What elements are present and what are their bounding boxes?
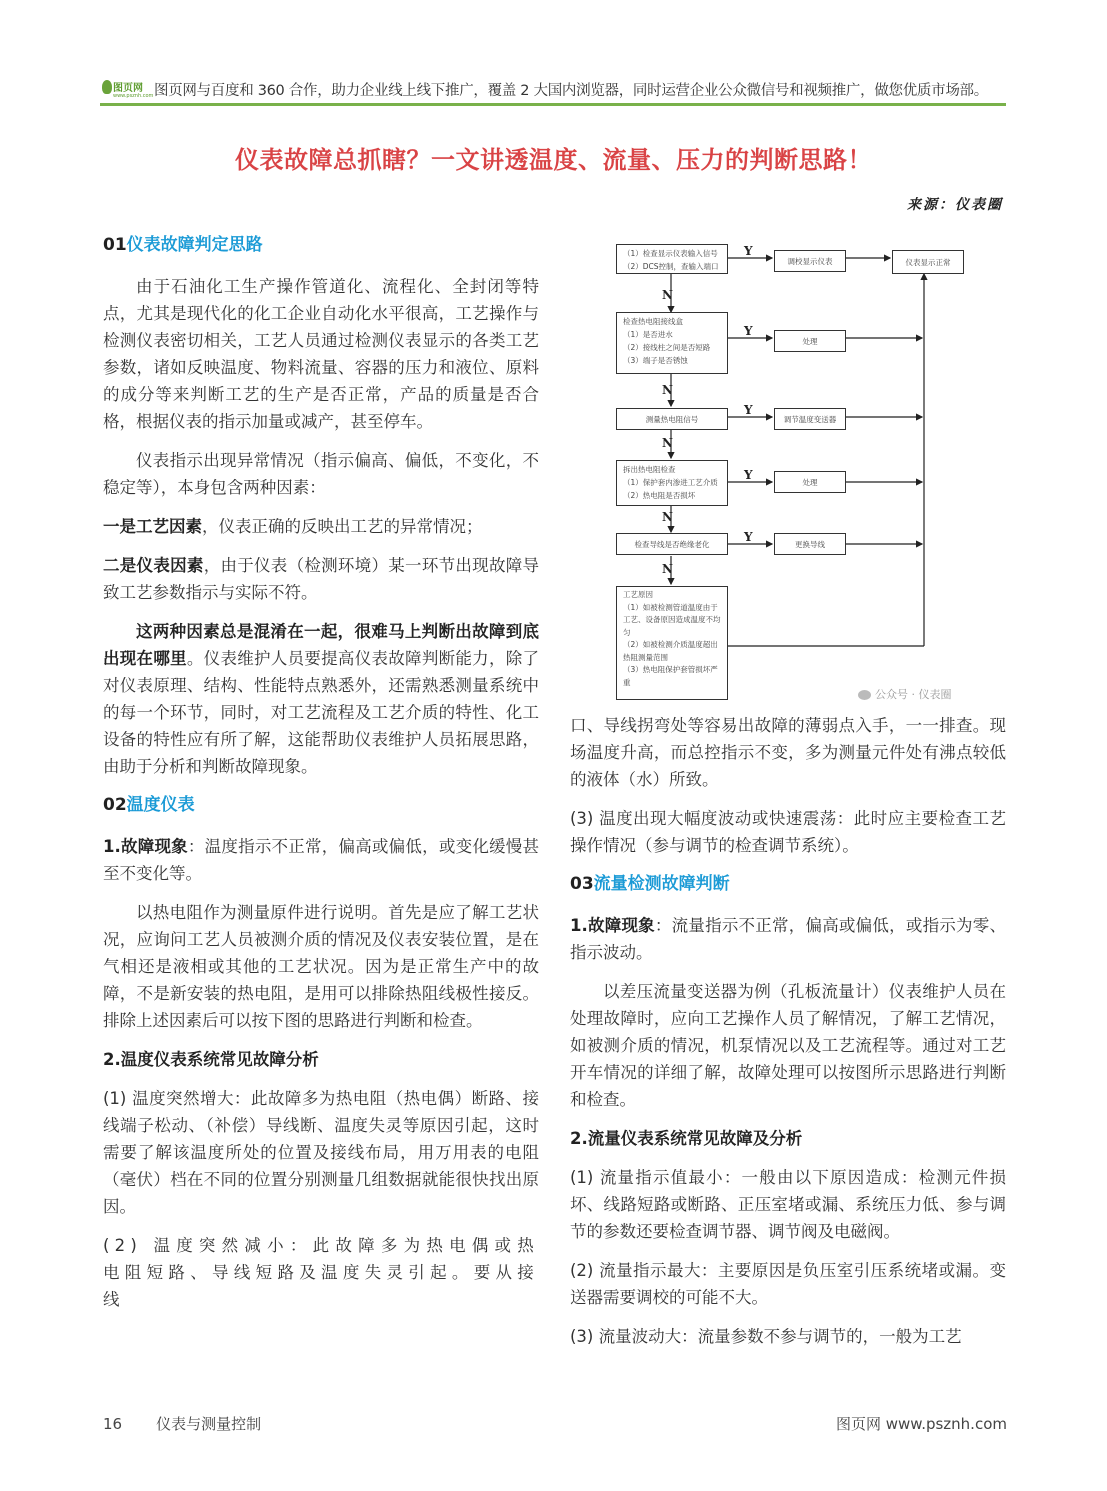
flow-text: 检查热电阻接线盒 xyxy=(623,317,683,326)
right-column xyxy=(570,712,1006,1362)
paragraph xyxy=(103,618,539,780)
flow-yes-label: Y xyxy=(744,530,753,544)
logo-text: 图页网 xyxy=(113,83,143,94)
flow-no-label: N xyxy=(662,436,673,450)
paragraph xyxy=(570,912,1006,966)
page-footer-left xyxy=(103,1413,261,1434)
section-label: 温度仪表 xyxy=(126,795,195,815)
flow-text: （1）保护套内渗进工艺介质 xyxy=(623,478,718,487)
header-banner-text: 图页网与百度和 360 合作，助力企业线上线下推广，覆盖 2 大国内浏览器，同时运营企业公众微信号和视频推广，做您优质市场部。 xyxy=(154,82,988,99)
flow-text: 拆出热电阻检查 xyxy=(623,465,676,474)
paragraph: 由于石油化工生产操作管道化、流程化、全封闭等特点，尤其是现代化的化工企业自动化水平很高，工艺操作与检测仪表密切相关，工艺人员通过检测仪表显示的各类工艺参数，诸如反映温度、物料流量、容器的压力和液位、原料的成分等来判断工艺的生产是否正常，产品的质量是否合格，根据仪表的指示加量或减产，甚至停车。 xyxy=(103,277,539,431)
section-number: 02 xyxy=(103,795,127,815)
paragraph-text: ，由于仪表（检测环境）某一环节出现故障导致工艺参数指示与实际不符。 xyxy=(103,556,540,602)
leaf-icon xyxy=(102,80,112,94)
wechat-icon xyxy=(858,690,871,700)
paragraph-text: ，仪表正确的反映出工艺的异常情况； xyxy=(202,517,483,536)
paragraph-text: ：流量指示不正常，偏高或偏低，或指示为零、指示波动。 xyxy=(570,916,1007,962)
bold-lead: 这两种因素总是混淆在一起，很难马上判断出故障到底出现在哪里 xyxy=(103,622,539,668)
paragraph: 以热电阻作为测量原件进行说明。首先是应了解工艺状况，应询问工艺人员被测介质的情况及仪表安装位置，是在气相还是液相或其他的工艺状况。因为是正常生产中的故障，不是新安装的热电阻，是用可以排除热阻线极性接反。排除上述因素后可以按下图的思路进行判断和检查。 xyxy=(103,903,539,1030)
paragraph: (2) 流量指示最大：主要原因是负压室引压系统堵或漏。变送器需要调校的可能不大。 xyxy=(570,1261,1006,1307)
flow-box-calibrate: 调校显示仪表 xyxy=(774,250,846,272)
flow-no-label: N xyxy=(662,562,673,576)
paragraph: (3) 温度出现大幅度波动或快速震荡：此时应主要检查工艺操作情况（参与调节的检查调节系统）。 xyxy=(570,809,1006,855)
flow-box-handle-2: 处理 xyxy=(774,471,846,493)
paragraph: 口、导线拐弯处等容易出故障的薄弱点入手，一一排查。现场温度升高，而总控指示不变，多为测量元件处有沸点较低的液体（水）所致。 xyxy=(570,716,1006,789)
flow-no-label: N xyxy=(662,383,673,397)
bold-lead: 二是仪表因素 xyxy=(103,556,204,575)
flow-text: （3）端子是否锈蚀 xyxy=(623,356,688,365)
flow-yes-label: Y xyxy=(744,403,753,417)
flow-box-remove-rtd xyxy=(616,460,728,506)
section-number: 03 xyxy=(570,874,594,894)
flow-text: （1）如被检测管道温度由于工艺、设备原因造成温度不均匀 xyxy=(623,602,721,637)
flow-box-handle-1: 处理 xyxy=(774,330,846,352)
section-heading-01 xyxy=(103,232,539,259)
subheading: 2.温度仪表系统常见故障分析 xyxy=(103,1050,319,1069)
flow-text: （2）接线柱之间是否短路 xyxy=(623,343,711,352)
page-number: 16 xyxy=(103,1415,123,1433)
bold-lead: 一是工艺因素 xyxy=(103,517,202,536)
section-label: 流量检测故障判断 xyxy=(593,874,730,894)
flow-box-adjust-transmitter: 调节温度变送器 xyxy=(774,408,846,430)
footer-site-link[interactable]: 图页网 www.psznh.com xyxy=(836,1415,1007,1433)
article-title: 仪表故障总抓瞎？一文讲透温度、流量、压力的判断思路！ xyxy=(235,146,872,174)
flow-box-replace-wire: 更换导线 xyxy=(774,533,846,555)
section-heading-02 xyxy=(103,792,539,819)
logo-subtext: www.psznh.com xyxy=(113,93,154,99)
magazine-name: 仪表与测量控制 xyxy=(156,1415,262,1433)
section-label: 仪表故障判定思路 xyxy=(126,235,263,255)
flow-text: （1）是否进水 xyxy=(623,330,673,339)
paragraph-text: ：温度指示不正常，偏高或偏低，或变化缓慢甚至不变化等。 xyxy=(103,837,540,883)
flow-yes-label: Y xyxy=(744,468,753,482)
flow-yes-label: Y xyxy=(744,244,753,258)
header-divider xyxy=(100,103,1006,106)
section-heading-03 xyxy=(570,871,1006,898)
flow-no-label: N xyxy=(662,288,673,302)
flow-text: （2）热电阻是否损坏 xyxy=(623,491,696,500)
flow-box-check-wire: 检查导线是否绝缘老化 xyxy=(616,533,728,555)
paragraph xyxy=(103,513,539,540)
paragraph xyxy=(103,552,539,606)
site-logo xyxy=(100,77,154,101)
bold-lead: 1.故障现象 xyxy=(103,837,188,856)
flow-box-check-input xyxy=(616,244,728,274)
flow-text: （3）热电阻保护套管损坏严重 xyxy=(623,665,718,687)
paragraph xyxy=(103,833,539,887)
flow-text: （2）DCS控制，查输入端口 xyxy=(623,262,719,271)
paragraph: (1) 温度突然增大：此故障多为热电阻（热电偶）断路、接线端子松动、（补偿）导线断、温度失灵等原因引起，这时需要了解该温度所处的位置及接线布局，用万用表的电阻（毫伏）档在不同的位置分别测量几组数据就能很快找出原因。 xyxy=(103,1089,539,1216)
flow-box-normal: 仪表显示正常 xyxy=(892,250,964,274)
paragraph: (2) 温度突然减小：此故障多为热电偶或热电阻短路、导线短路及温度失灵引起。要从接线 xyxy=(103,1236,539,1309)
flow-no-label: N xyxy=(662,510,673,524)
paragraph-text: 。仪表维护人员要提高仪表故障判断能力，除了对仪表原理、结构、性能特点熟悉外，还需熟悉测量系统中的每一个环节，同时，对工艺流程及工艺介质的特性、化工设备的特性应有所了解，这能帮助仪表维护人员拓展思路，由助于分析和判断故障现象。 xyxy=(103,649,540,776)
page-header xyxy=(100,76,1006,102)
left-column xyxy=(103,232,539,1325)
flow-text: 工艺原因 xyxy=(623,590,653,599)
flow-box-measure-signal: 测量热电阻信号 xyxy=(616,408,728,430)
flow-yes-label: Y xyxy=(744,324,753,338)
flow-box-process-causes xyxy=(616,586,728,700)
paragraph: (1) 流量指示值最小：一般由以下原因造成：检测元件损坏、线路短路或断路、正压室堵或漏、系统压力低、参与调节的参数还要检查调节器、调节阀及电磁阀。 xyxy=(570,1168,1006,1241)
paragraph: 仪表指示出现异常情况（指示偏高、偏低，不变化，不稳定等），本身包含两种因素： xyxy=(103,451,539,497)
paragraph: 以差压流量变送器为例（孔板流量计）仪表维护人员在处理故障时，应向工艺操作人员了解情况，了解工艺情况，如被测介质的情况，机泵情况以及工艺流程等。通过对工艺开车情况的详细了解，故障处理可以按图所示思路进行判断和检查。 xyxy=(570,982,1006,1109)
flow-text: （2）如被检测介质温度超出热阻测量范围 xyxy=(623,640,718,662)
wechat-watermark xyxy=(858,686,952,702)
paragraph: (3) 流量波动大：流量参数不参与调节的，一般为工艺 xyxy=(570,1327,962,1346)
subheading: 2.流量仪表系统常见故障及分析 xyxy=(570,1129,803,1148)
temperature-fault-flowchart xyxy=(600,238,990,708)
watermark-text: 公众号 · 仪表圈 xyxy=(875,688,952,701)
article-source: 来源：仪表圈 xyxy=(907,197,1003,213)
flow-text: （1）检查显示仪表输入信号 xyxy=(623,249,718,258)
section-number: 01 xyxy=(103,235,127,255)
flow-box-junction-box xyxy=(616,312,728,374)
bold-lead: 1.故障现象 xyxy=(570,916,655,935)
